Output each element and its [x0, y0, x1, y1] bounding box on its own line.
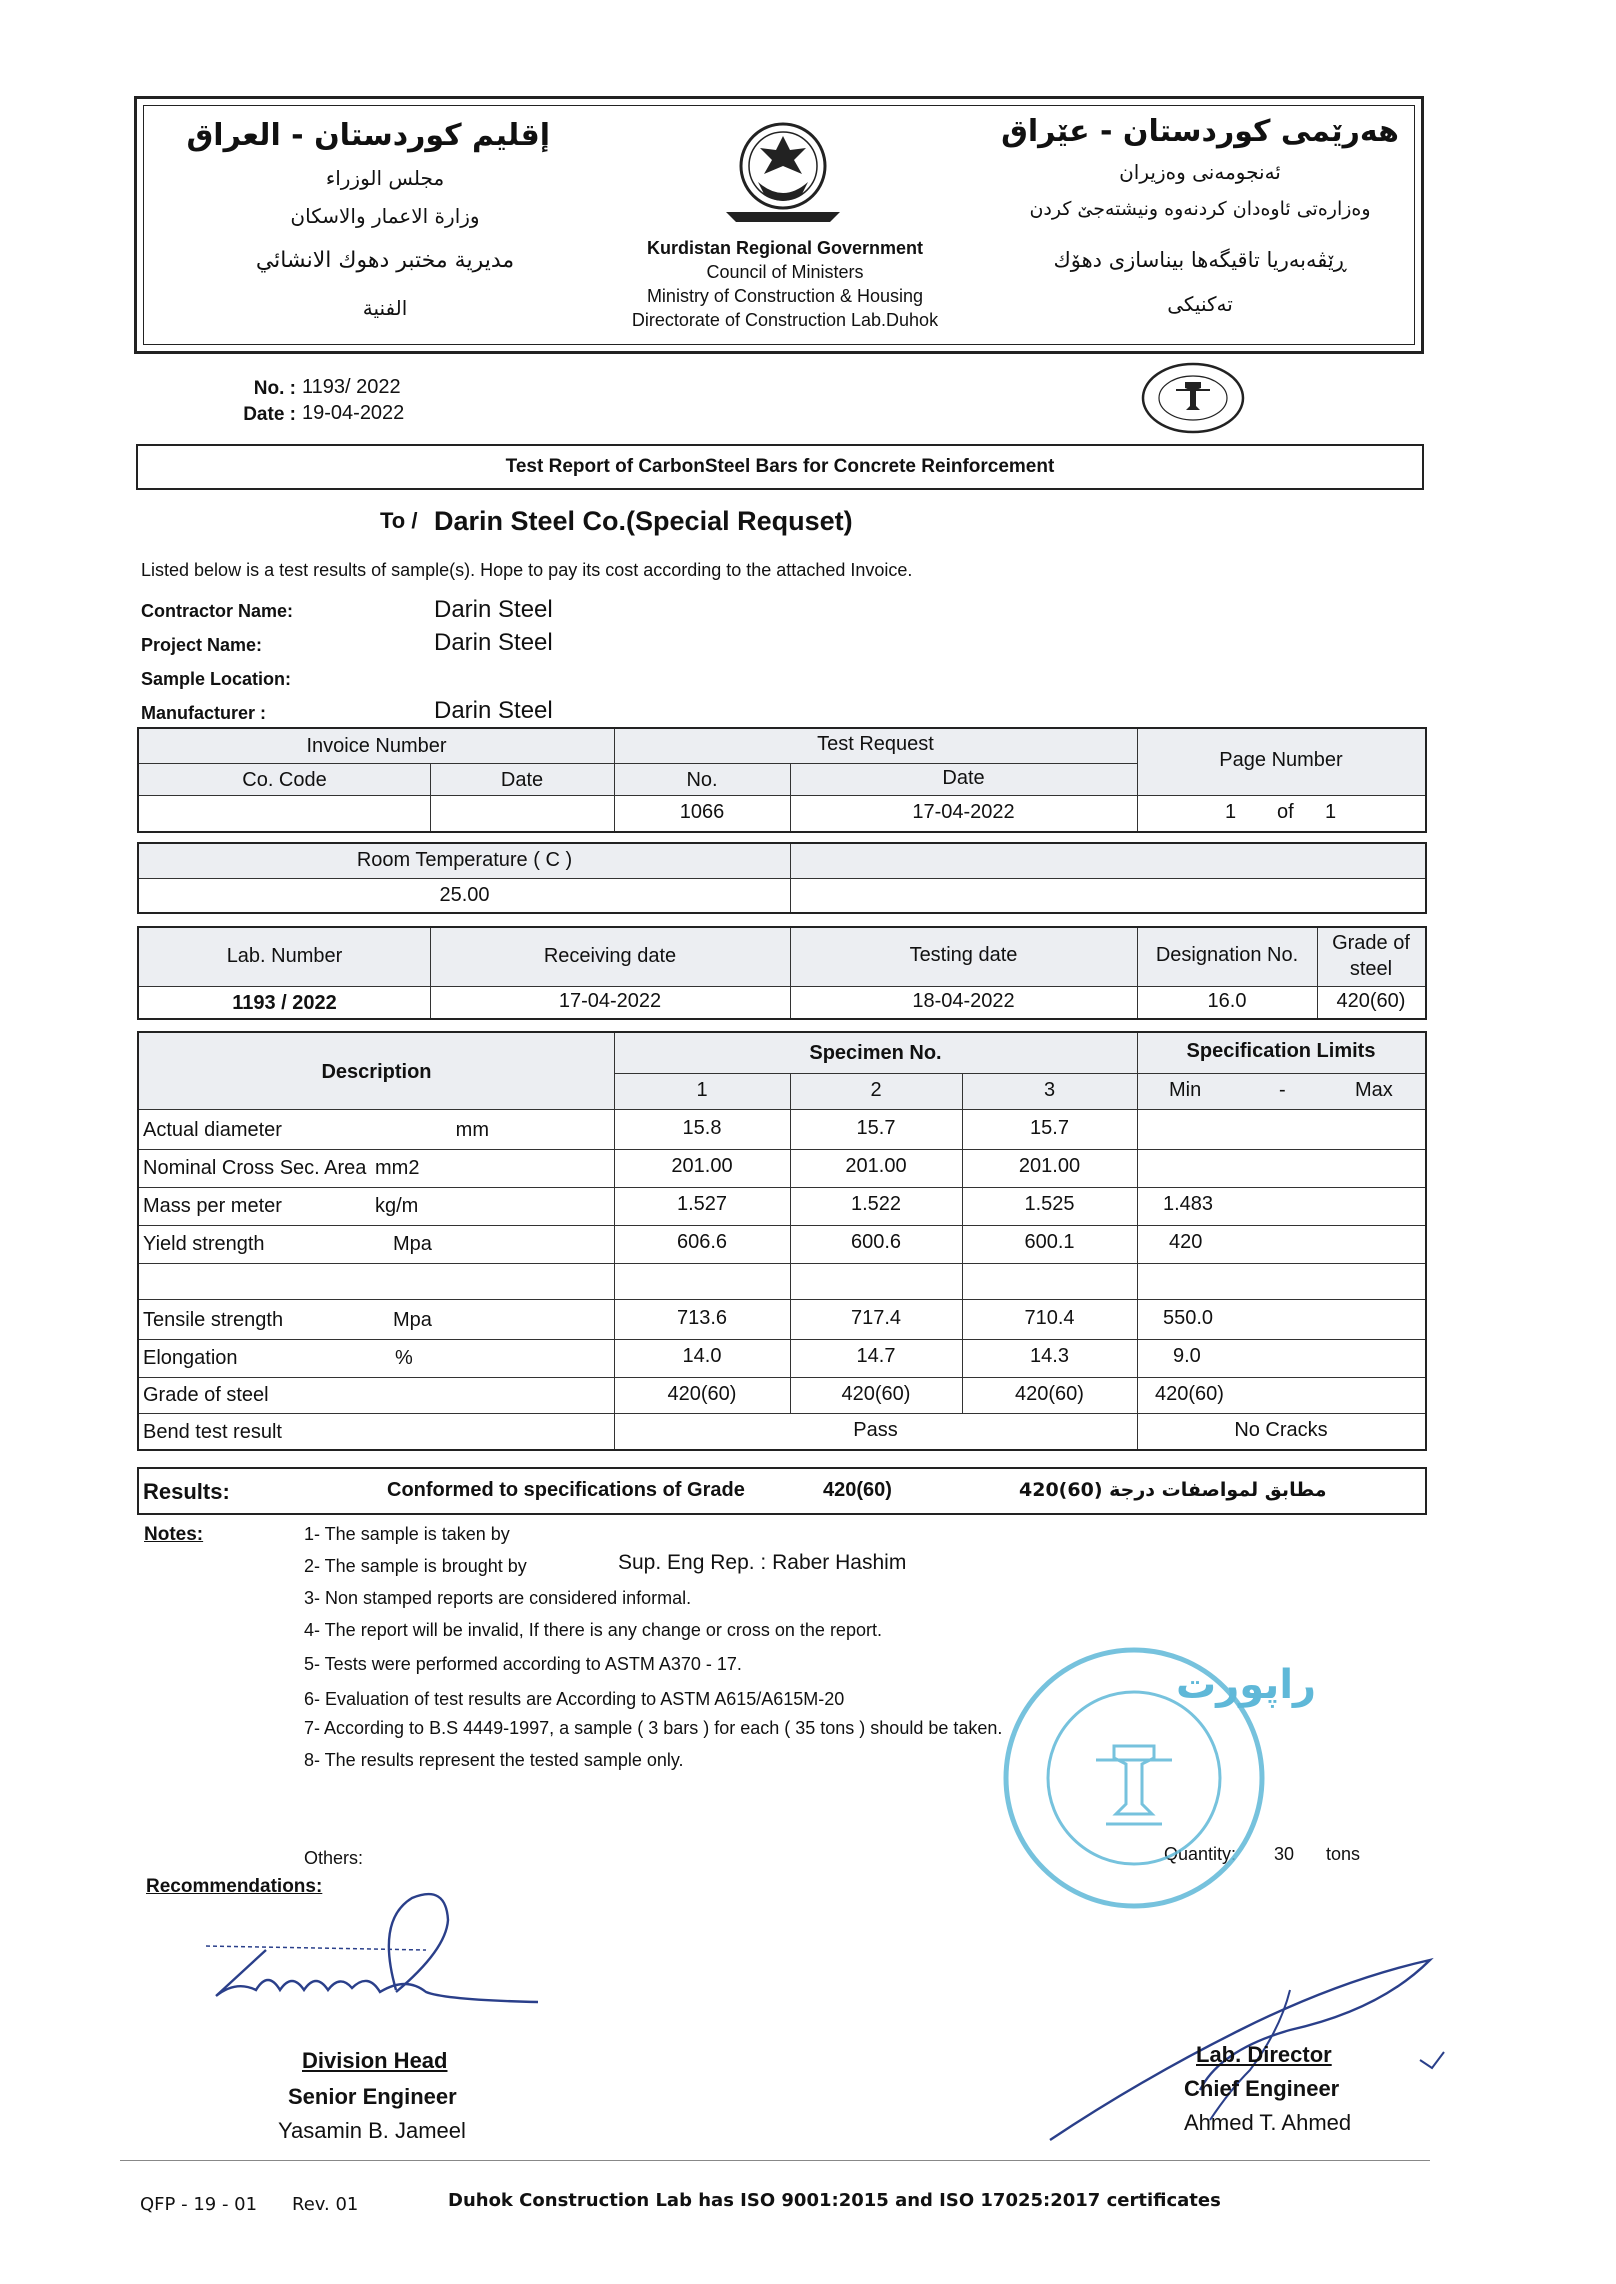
row-unit: mm2	[375, 1157, 420, 1179]
project-label: Project Name:	[141, 635, 263, 655]
notes-label: Notes:	[144, 1524, 204, 1545]
note-item: 1- The sample is taken by	[304, 1524, 510, 1544]
others-label: Others:	[304, 1848, 364, 1868]
note-item: 3- Non stamped reports are considered informal.	[304, 1588, 692, 1608]
manufacturer-label: Manufacturer :	[141, 703, 267, 723]
bend-label: Bend test result	[143, 1421, 282, 1443]
lab-info-table	[137, 926, 1427, 1020]
krg-emblem-icon	[718, 108, 848, 232]
page-of: of	[1277, 801, 1294, 823]
row-name: Grade of steel	[143, 1384, 269, 1406]
row-min: 420(60)	[1155, 1383, 1224, 1405]
row-v1: 1.527	[676, 1193, 728, 1215]
row-v2: 420(60)	[841, 1383, 911, 1405]
footer-revision: Rev. 01	[292, 2194, 359, 2215]
results-text: Conformed to specifications of Grade	[387, 1479, 745, 1501]
ku-technical: تەكنیكی	[1167, 292, 1233, 316]
row-name: Actual diameter	[143, 1119, 282, 1141]
min-header: Min	[1169, 1079, 1202, 1101]
bend-result: Pass	[853, 1419, 898, 1441]
ku-directorate: ڕێڤەبەریا تاقیگەها بیناسازی دهۆك	[1053, 248, 1347, 272]
row-unit: %	[395, 1347, 413, 1369]
row-min: 1.483	[1163, 1193, 1214, 1215]
row-name: Mass per meter	[143, 1195, 282, 1217]
row-v1: 14.0	[682, 1345, 722, 1367]
lab-stamp-icon	[986, 1628, 1317, 1948]
right-sig-role: Chief Engineer	[1184, 2076, 1340, 2101]
row-v3: 710.4	[1024, 1307, 1075, 1329]
project-value: Darin Steel	[434, 629, 553, 656]
tr-date-header: Date	[942, 767, 985, 789]
note-item: 2- The sample is brought by	[304, 1556, 527, 1576]
contractor-label: Contractor Name:	[141, 601, 294, 621]
row-v2: 600.6	[850, 1231, 902, 1253]
results-table	[137, 1031, 1427, 1451]
tr-no-value: 1066	[679, 801, 725, 823]
row-v2: 14.7	[856, 1345, 896, 1367]
note-item: 8- The results represent the tested sample only.	[304, 1750, 684, 1770]
row-min: 550.0	[1163, 1307, 1214, 1329]
test-request-header: Test Request	[817, 733, 934, 755]
max-header: Max	[1355, 1079, 1393, 1101]
manufacturer-value: Darin Steel	[434, 697, 553, 724]
to-prefix: To /	[380, 508, 418, 533]
page-total: 1	[1325, 801, 1337, 823]
specimen-2-header: 2	[870, 1079, 882, 1101]
lab-seal-icon	[1140, 360, 1246, 436]
quantity-unit: tons	[1326, 1844, 1361, 1864]
row-unit: mm	[455, 1119, 489, 1141]
row-v3: 15.7	[1030, 1117, 1069, 1139]
quantity-label: Quantity:	[1164, 1844, 1237, 1864]
row-unit: Mpa	[393, 1309, 432, 1331]
en-krg: Kurdistan Regional Government	[646, 238, 924, 258]
tr-no-header: No.	[686, 769, 718, 791]
row-v3: 201.00	[1018, 1155, 1081, 1177]
ar-technical: الفنية	[362, 296, 408, 320]
report-title: Test Report of CarbonSteel Bars for Concrete Reinforcement	[136, 444, 1424, 490]
ku-region-title: هەرێمی كوردستان - عێراق	[1001, 114, 1399, 149]
row-v1: 201.00	[671, 1155, 733, 1177]
note-item: 5- Tests were performed according to ASTM A370 - 17.	[304, 1654, 742, 1674]
row-v1: 606.6	[676, 1231, 728, 1253]
row-v1: 15.8	[682, 1117, 722, 1139]
temperature-table	[137, 842, 1427, 914]
brought-by-value: Sup. Eng Rep. : Raber Hashim	[618, 1551, 907, 1574]
footer-divider	[120, 2160, 1430, 2161]
invoice-table	[137, 727, 1427, 833]
note-item: 6- Evaluation of test results are According to ASTM A615/A615M-20	[304, 1689, 845, 1709]
recommendations-label: Recommendations:	[146, 1876, 323, 1897]
row-unit: kg/m	[375, 1195, 419, 1217]
tr-date-value: 17-04-2022	[912, 801, 1015, 823]
row-v1: 713.6	[676, 1307, 728, 1329]
row-v3: 600.1	[1024, 1231, 1075, 1253]
lab-number-header: Lab. Number	[226, 945, 343, 967]
row-name: Yield strength	[143, 1233, 265, 1255]
en-directorate: Directorate of Construction Lab.Duhok	[631, 310, 939, 330]
row-v3: 420(60)	[1015, 1383, 1084, 1405]
en-ministry: Ministry of Construction & Housing	[646, 286, 924, 306]
en-council: Council of Ministers	[706, 262, 864, 282]
testing-date-value: 18-04-2022	[912, 990, 1015, 1012]
results-label: Results:	[143, 1479, 230, 1504]
doc-no-label: No. :	[253, 378, 296, 399]
row-min: 9.0	[1173, 1345, 1201, 1367]
row-name: Nominal Cross Sec. Area	[143, 1157, 367, 1179]
results-grade: 420(60)	[823, 1479, 892, 1501]
right-sig-title: Lab. Director	[1196, 2042, 1332, 2067]
contractor-value: Darin Steel	[434, 596, 553, 623]
page-number-header: Page Number	[1219, 749, 1343, 771]
invoice-number-header: Invoice Number	[306, 735, 447, 757]
specimen-header: Specimen No.	[809, 1042, 942, 1064]
receiving-date-value: 17-04-2022	[558, 990, 662, 1012]
grade-header: Grade of steel	[1332, 932, 1410, 980]
ku-council: ئەنجومەنی وەزیران	[1119, 160, 1281, 184]
row-name: Tensile strength	[143, 1309, 284, 1331]
doc-date-label: Date :	[243, 404, 296, 425]
left-sig-name: Yasamin B. Jameel	[278, 2118, 466, 2143]
row-name: Elongation	[143, 1347, 238, 1369]
row-v2: 717.4	[850, 1307, 902, 1329]
invoice-date-header: Date	[500, 769, 544, 791]
row-v2: 15.7	[856, 1117, 896, 1139]
row-v2: 1.522	[850, 1193, 902, 1215]
left-sig-role: Senior Engineer	[288, 2084, 457, 2109]
quantity-value: 30	[1274, 1844, 1295, 1864]
designation-value: 16.0	[1207, 990, 1247, 1012]
room-temp-label: Room Temperature ( C )	[356, 849, 573, 871]
lab-number-value: 1193 / 2022	[232, 992, 337, 1014]
footer-form-code: QFP - 19 - 01	[140, 2194, 258, 2215]
ku-ministry: وەزارەتی ئاوەدان كردنەوە ونیشتەجێ كردن	[1029, 198, 1371, 220]
note-item: 4- The report will be invalid, If there is any change or cross on the report.	[304, 1620, 882, 1640]
description-header: Description	[321, 1061, 432, 1083]
testing-date-header: Testing date	[909, 944, 1018, 966]
receiving-date-header: Receiving date	[543, 945, 677, 967]
sample-location-label: Sample Location:	[141, 669, 292, 689]
ar-council: مجلس الوزراء	[325, 166, 445, 190]
results-box	[137, 1467, 1427, 1515]
stamp-ar-top: راپورت	[1176, 1662, 1317, 1708]
doc-date-value: 19-04-2022	[302, 402, 405, 424]
row-v3: 1.525	[1024, 1193, 1075, 1215]
page-current: 1	[1225, 801, 1237, 823]
room-temp-value: 25.00	[439, 884, 490, 906]
dash-header: -	[1279, 1079, 1286, 1101]
doc-no-value: 1193/ 2022	[302, 376, 401, 398]
ar-ministry: وزارة الاعمار والاسكان	[290, 204, 480, 228]
row-v3: 14.3	[1030, 1345, 1069, 1367]
co-code-header: Co. Code	[242, 769, 327, 791]
division-head-signature	[196, 1880, 556, 2040]
designation-header: Designation No.	[1155, 944, 1299, 966]
row-v1: 420(60)	[667, 1383, 737, 1405]
row-min: 420	[1169, 1231, 1203, 1253]
intro-text: Listed below is a test results of sample(s). Hope to pay its cost according to the attached Invoice.	[141, 560, 913, 580]
to-name: Darin Steel Co.(Special Requset)	[434, 506, 853, 536]
ar-directorate: مديرية مختبر دهوك الانشائي	[255, 248, 515, 273]
row-v2: 201.00	[845, 1155, 907, 1177]
bend-limit: No Cracks	[1234, 1419, 1328, 1441]
row-unit: Mpa	[393, 1233, 432, 1255]
ar-region-title: إقليم كوردستان - العراق	[186, 118, 550, 153]
specimen-1-header: 1	[696, 1079, 708, 1101]
note-item: 7- According to B.S 4449-1997, a sample ( 3 bars ) for each ( 35 tons ) should be taken.	[304, 1718, 1003, 1738]
specimen-3-header: 3	[1043, 1079, 1056, 1101]
footer-iso: Duhok Construction Lab has ISO 9001:2015 and ISO 17025:2017 certificates	[448, 2190, 1221, 2211]
left-sig-title: Division Head	[302, 2048, 448, 2073]
grade-value: 420(60)	[1336, 990, 1406, 1012]
spec-limits-header: Specification Limits	[1186, 1040, 1376, 1062]
results-ar-text: مطابق لمواصفات درجة (60)420	[1019, 1479, 1327, 1501]
right-sig-name: Ahmed T. Ahmed	[1184, 2110, 1352, 2135]
